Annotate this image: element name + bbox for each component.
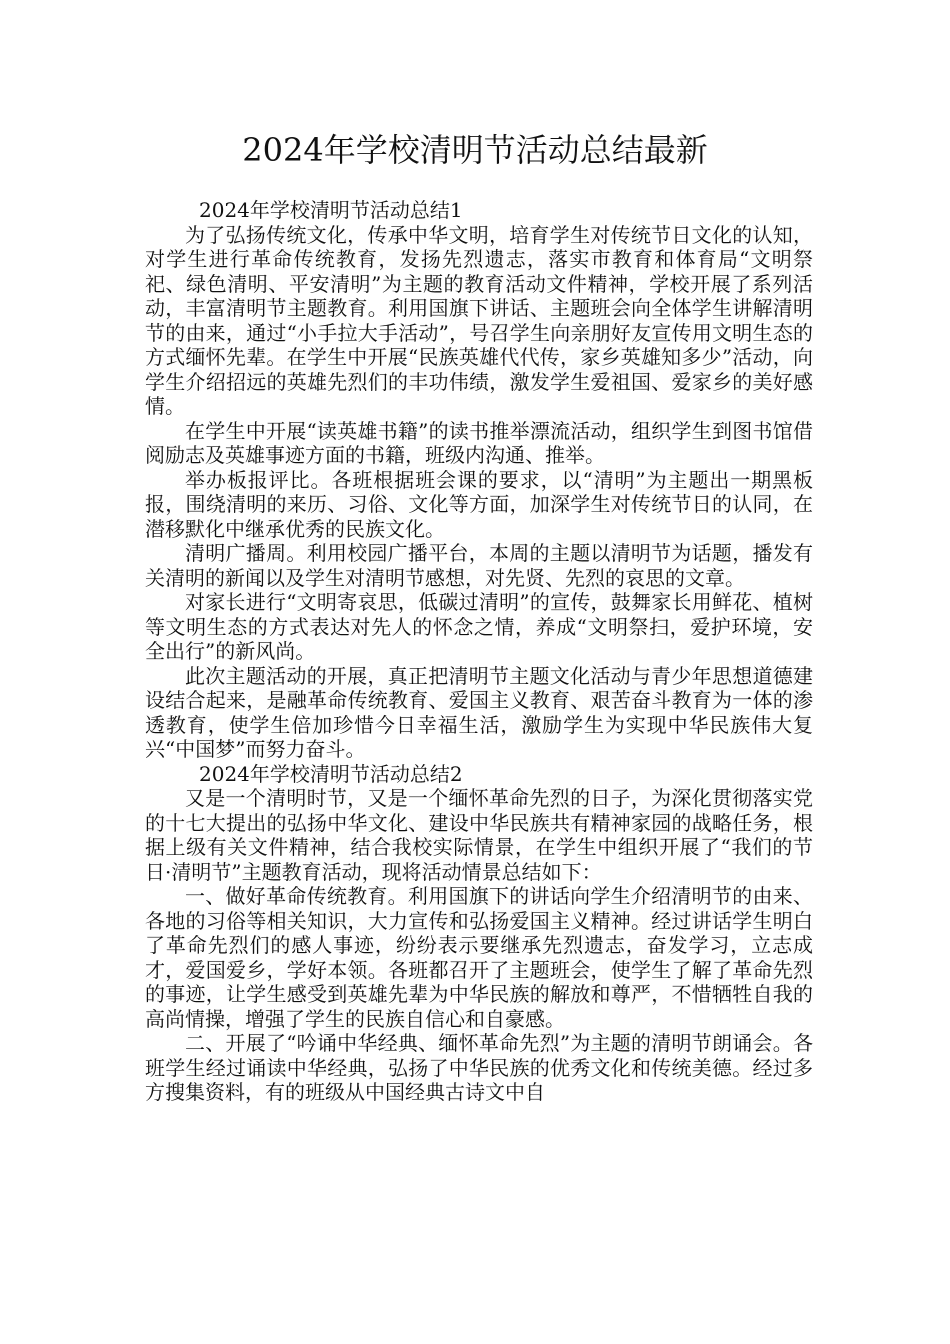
body-paragraph: 清明广播周。利用校园广播平台，本周的主题以清明节为话题，播发有关清明的新闻以及学生对清明节感想，对先贤、先烈的哀思的文章。 [145,541,813,590]
body-paragraph: 一、做好革命传统教育。利用国旗下的讲话向学生介绍清明节的由来、各地的习俗等相关知识，大力宣传和弘扬爱国主义精神。经过讲话学生明白了革命先烈们的感人事迹，纷纷表示要继承先烈遗志，奋发学习，立志成才，爱国爱乡，学好本领。各班都召开了主题班会，使学生了解了革命先烈的事迹，让学生感受到英雄先辈为中华民族的解放和尊严，不惜牺牲自我的高尚情操，增强了学生的民族自信心和自豪感。 [145,884,813,1031]
section-heading: 2024年学校清明节活动总结2 [199,761,463,786]
body-paragraph: 二、开展了“吟诵中华经典、缅怀革命先烈”为主题的清明节朗诵会。各班学生经过诵读中华经典，弘扬了中华民族的优秀文化和传统美德。经过多方搜集资料，有的班级从中国经典古诗文中自 [145,1031,813,1104]
body-paragraph: 举办板报评比。各班根据班会课的要求，以“清明”为主题出一期黑板报，围绕清明的来历、习俗、文化等方面，加深学生对传统节日的认同，在潜移默化中继承优秀的民族文化。 [145,467,813,541]
section-heading: 2024年学校清明节活动总结1 [199,198,463,222]
body-paragraph: 对家长进行“文明寄哀思，低碳过清明”的宣传，鼓舞家长用鲜花、植树等文明生态的方式表达对先人的怀念之情，养成“文明祭扫，爱护环境，安全出行”的新风尚。 [145,590,813,663]
body-paragraph: 又是一个清明时节，又是一个缅怀革命先烈的日子，为深化贯彻落实党的十七大提出的弘扬中华文化、建设中华民族共有精神家园的战略任务，根据上级有关文件精神，结合我校实际情景，在学生中组织开展了“我们的节日·清明节”主题教育活动，现将活动情景总结如下： [145,786,813,884]
body-paragraph: 此次主题活动的开展，真正把清明节主题文化活动与青少年思想道德建设结合起来，是融革命传统教育、爱国主义教育、艰苦奋斗教育为一体的渗透教育，使学生倍加珍惜今日幸福生活，激励学生为实现中华民族伟大复兴“中国梦”而努力奋斗。 [145,663,813,761]
document-body [145,198,813,1105]
body-paragraph: 在学生中开展“读英雄书籍”的读书推举漂流活动，组织学生到图书馆借阅励志及英雄事迹方面的书籍，班级内沟通、推举。 [145,418,813,467]
body-paragraph: 为了弘扬传统文化，传承中华文明，培育学生对传统节日文化的认知，对学生进行革命传统教育，发扬先烈遗志，落实市教育和体育局“文明祭祀、绿色清明、平安清明”为主题的教育活动文件精神，学校开展了系列活动，丰富清明节主题教育。利用国旗下讲话、主题班会向全体学生讲解清明节的由来，通过“小手拉大手活动”，号召学生向亲朋好友宣传用文明生态的方式缅怀先辈。在学生中开展“民族英雄代代传，家乡英雄知多少”活动，向学生介绍招远的英雄先烈们的丰功伟绩，激发学生爱祖国、爱家乡的美好感情。 [145,222,813,418]
document-title: 2024年学校清明节活动总结最新 [242,131,708,169]
